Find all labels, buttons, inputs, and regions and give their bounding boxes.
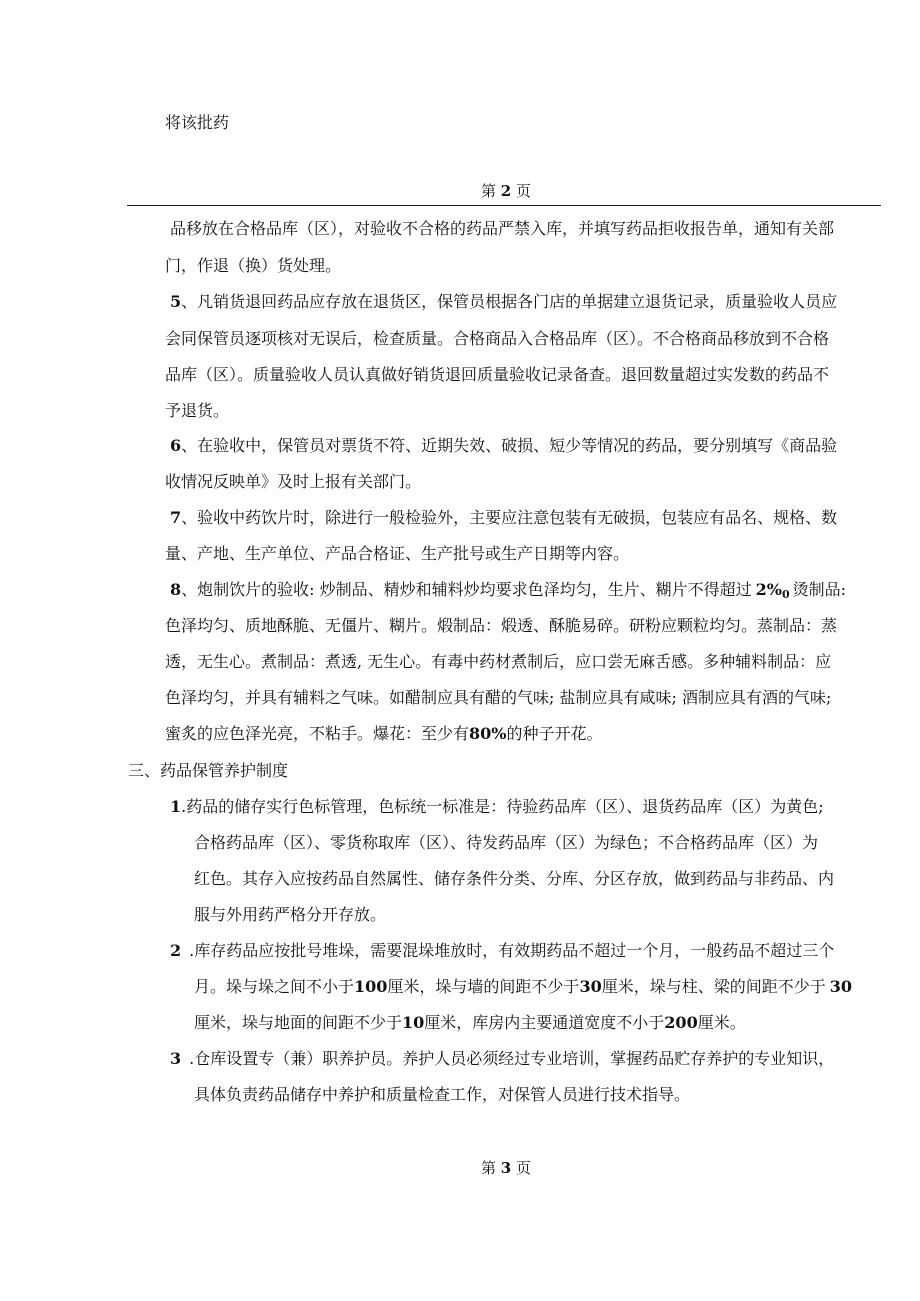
para-8-text-5a: 蜜炙的应色泽光亮，不粘手。爆花：至少有 [165,724,470,743]
page-number: 3 [500,1159,512,1177]
para-6-number: 6 [170,436,182,455]
page-number-footer-3 [481,1157,531,1178]
item-1-text: .药品的储存实行色标管理，色标统一标准是：待验药品库（区）、退货药品库（区）为黄色; [181,797,824,816]
para-6-line-1 [170,436,837,456]
percent-value-80: 80% [469,724,507,743]
item-1-number: 1 [170,797,182,816]
subscript-zero: 0 [781,588,790,601]
para-8-line-2: 色泽均匀、质地酥脆、无僵片、糊片。煅制品：煅透、酥脆易碎。研粉应颗粒均匀。蒸制品：蒸 [165,616,838,635]
para-8-line-4: 色泽均匀，并具有辅料之气味。如醋制应具有醋的气味; 盐制应具有咸味; 酒制应具有酒的气味; [165,688,832,707]
item-2-line-2 [194,977,852,997]
para-7-text: 、验收中药饮片时，除进行一般检验外，主要应注意包装有无破损，包装应有品名、规格、数 [181,508,838,527]
item-2-line-3 [194,1013,746,1033]
value-30-wall: 30 [579,977,602,996]
para-5-line-3: 品库（区）。质量验收人员认真做好销货退回质量验收记录备查。退回数量超过实发数的药品不 [165,365,830,384]
para-5-text: 、凡销货退回药品应存放在退货区，保管员根据各门店的单据建立退货记录，质量验收人员应 [181,292,838,311]
item-2-text-2c: 厘米，垛与墙的间距不少于 [387,977,580,996]
item-2-text-2e: 厘米，垛与柱、梁的间距不少于 [601,977,826,996]
para-5-number: 5 [170,292,182,311]
para-7-line-2: 量、产地、生产单位、产品合格证、生产批号或生产日期等内容。 [165,544,630,563]
page-label-suffix: 页 [516,1159,532,1177]
para-5-line-4: 予退货。 [165,401,230,420]
page-label-prefix: 第 [481,1159,497,1177]
page-divider [127,205,881,206]
item-2-text-3c: 厘米，库房内主要通道宽度不小于 [424,1013,665,1032]
para-8-line-3: 透，无生心。煮制品：煮透, 无生心。有毒中药材煮制后，应口尝无麻舌感。多种辅料制品：应 [165,652,832,671]
para-7-line-1 [170,508,837,528]
value-200: 200 [664,1013,698,1032]
item-2-text-2a: 月。垛与垛之间不小于 [194,977,355,996]
item-2-text: .库存药品应按批号堆垛，需要混垛堆放时，有效期药品不超过一个月，一般药品不超过三个 [189,941,835,960]
para-7-number: 7 [170,508,182,527]
page-label-prefix: 第 [481,182,497,200]
item-3-number: 3 [170,1049,182,1068]
para-5-line-2: 会同保管员逐项核对无误后，检查质量。合格商品入合格品库（区）。不合格商品移放到不合格 [165,329,830,348]
para-5-line-1 [170,292,837,312]
page-label-suffix: 页 [516,182,532,200]
value-30-pillar: 30 [829,977,852,996]
value-10: 10 [402,1013,425,1032]
item-1-line-3: 红色。其存入应按药品自然属性、储存条件分类、分库、分区存放，做到药品与非药品、内 [194,869,835,888]
item-2-number: 2 [170,941,182,960]
para-8-text-tail: 烫制品: [792,580,847,599]
para-4-line-1: 品移放在合格品库（区），对验收不合格的药品严禁入库，并填写药品拒收报告单，通知有关部 [170,219,835,238]
page-number-footer-2 [481,180,531,201]
item-2-text-3e: 厘米。 [697,1013,746,1032]
item-3-line-1 [170,1049,834,1069]
para-8-text: 、炮制饮片的验收: 炒制品、精炒和辅料炒均要求色泽均匀，生片、糊片不得超过 [181,580,752,599]
para-8-text-5c: 的种子开花。 [506,724,603,743]
para-8-number: 8 [170,580,182,599]
page-number: 2 [500,182,512,200]
page-tail-text: 将该批药 [165,113,230,132]
para-6-text: 、在验收中，保管员对票货不符、近期失效、破损、短少等情况的药品，要分别填写《商品验 [181,436,838,455]
para-4-line-2: 门，作退（换）货处理。 [165,256,342,275]
item-1-line-2: 合格药品库（区）、零货称取库（区）、待发药品库（区）为绿色；不合格药品库（区）为 [194,833,819,852]
item-2-text-3a: 厘米，垛与地面的间距不少于 [194,1013,403,1032]
item-2-line-1 [170,941,834,961]
item-3-text: .仓库设置专（兼）职养护员。养护人员必须经过专业培训，掌握药品贮存养护的专业知识， [189,1049,835,1068]
para-6-line-2: 收情况反映单》及时上报有关部门。 [165,472,422,491]
section-3-heading: 三、药品保管养护制度 [128,761,289,780]
item-1-line-1 [170,797,824,817]
value-100: 100 [354,977,388,996]
para-8-line-1 [170,580,846,605]
para-8-line-5 [165,724,603,744]
percent-value: 2% [755,580,782,599]
item-1-line-4: 服与外用药严格分开存放。 [194,905,387,924]
item-3-line-2: 具体负责药品储存中养护和质量检查工作，对保管人员进行技术指导。 [194,1085,691,1104]
